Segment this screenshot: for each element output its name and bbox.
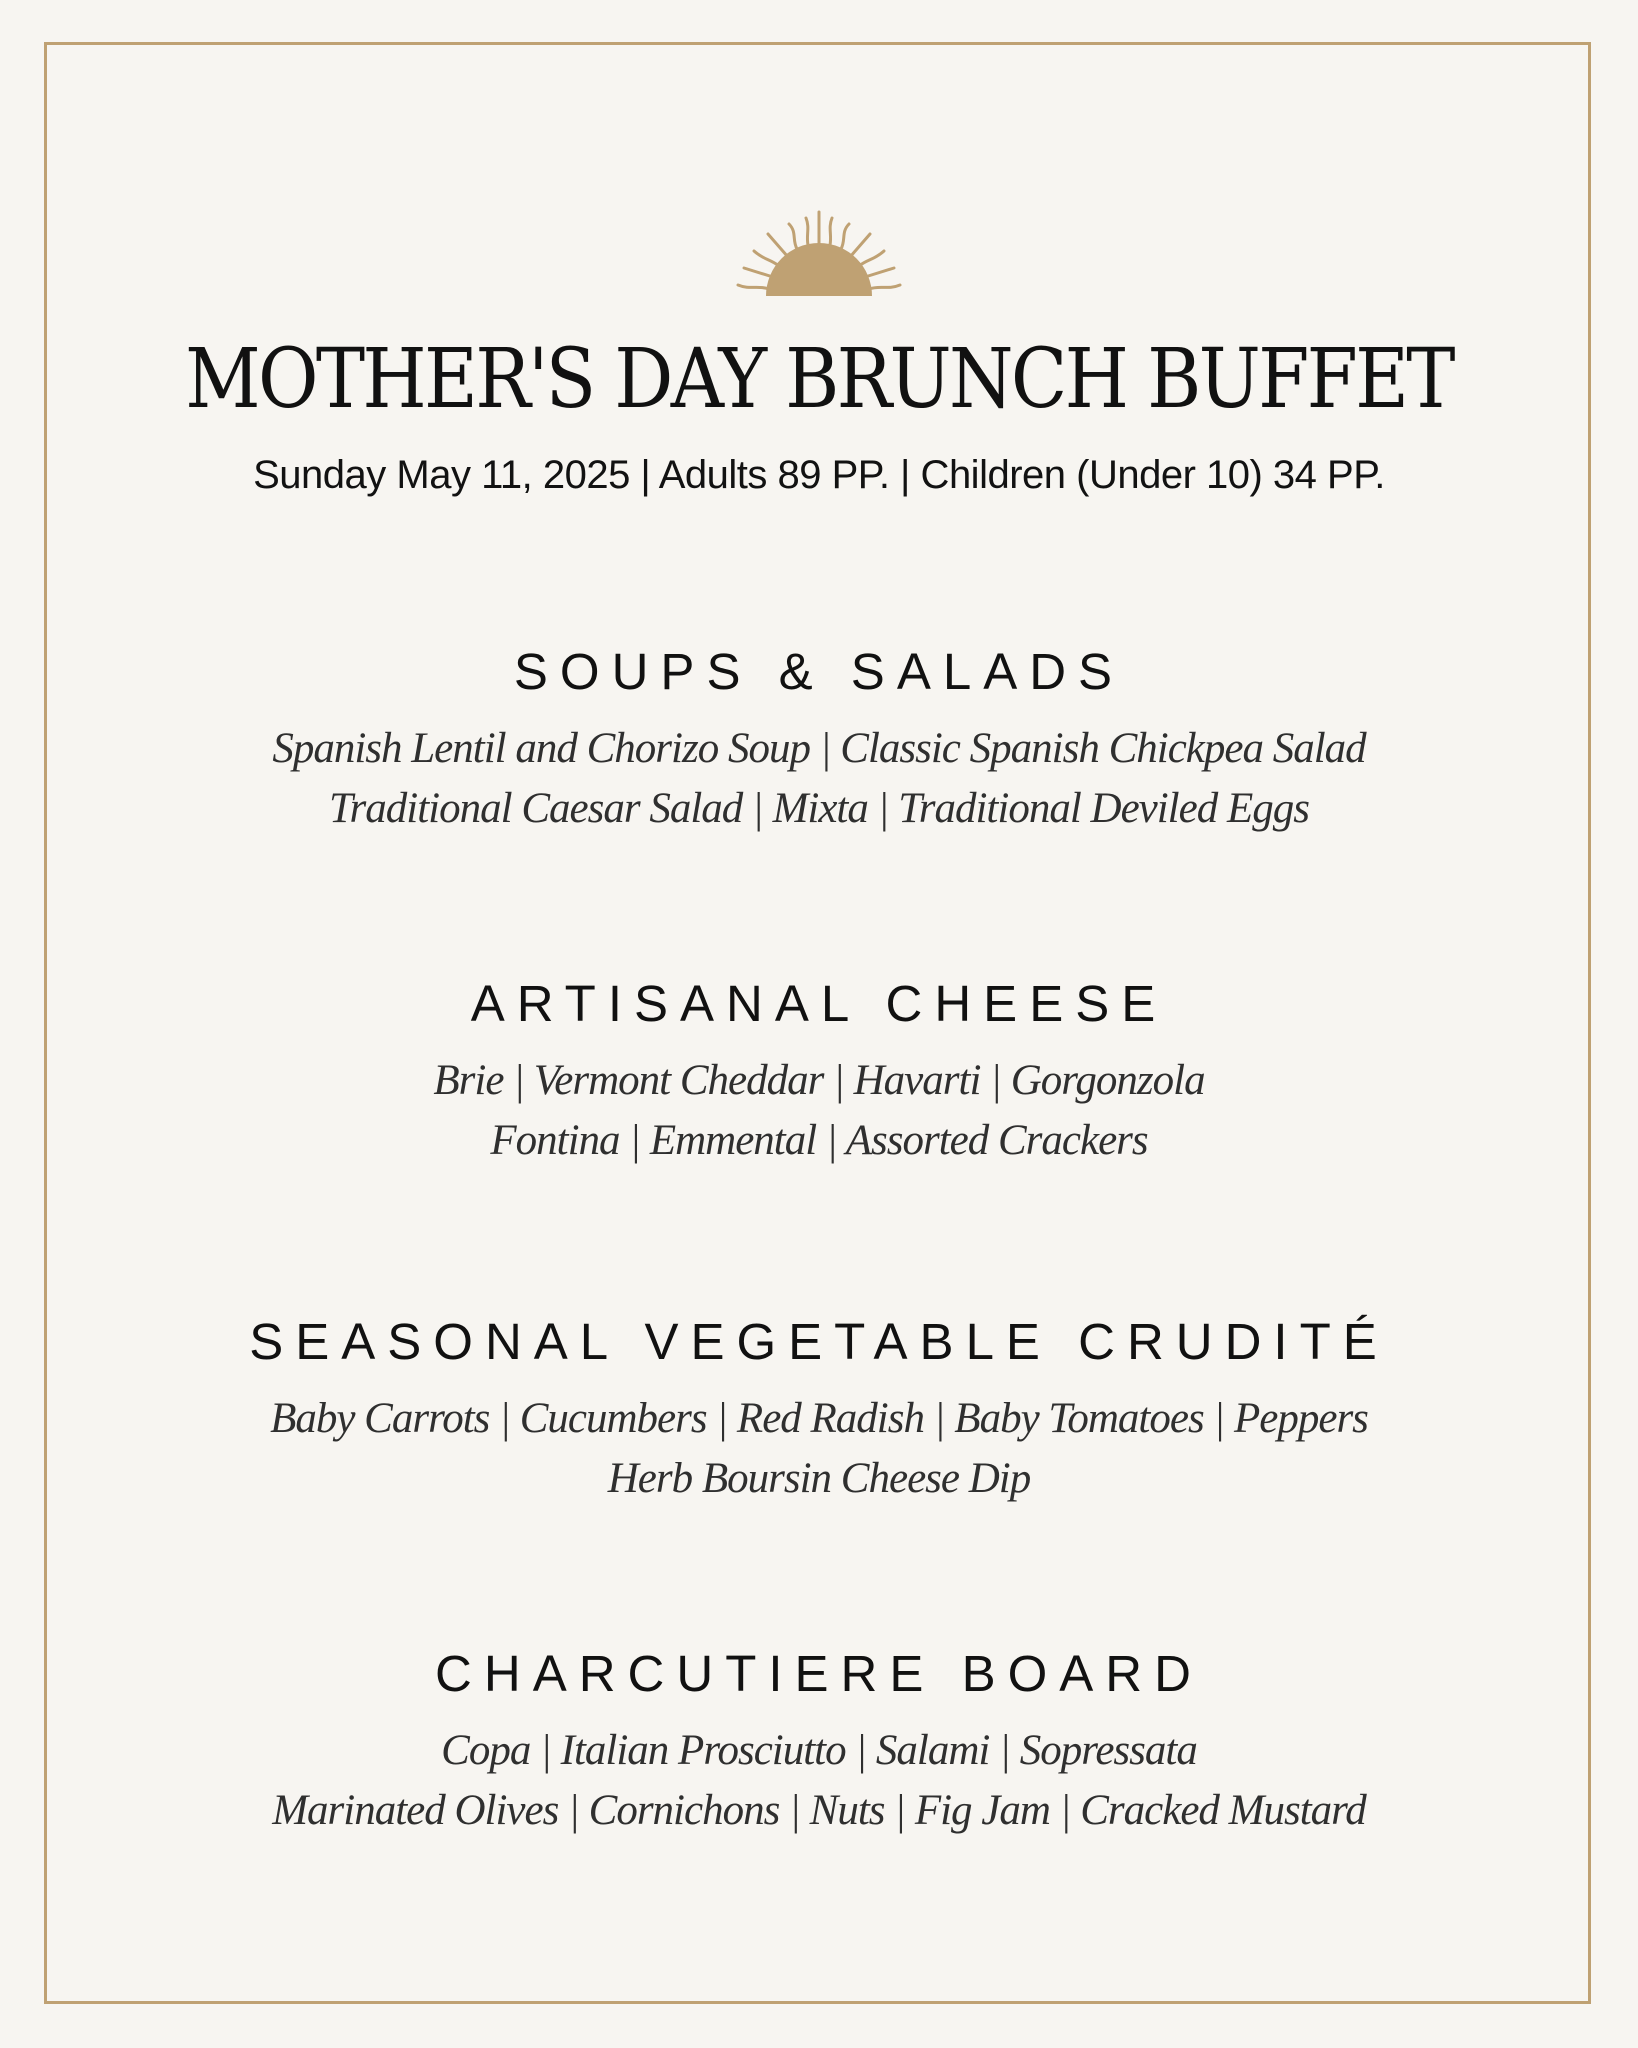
sun-icon	[734, 210, 904, 302]
section-heading: CHARCUTIERE BOARD	[435, 1645, 1203, 1702]
item-line: Marinated Olives | Cornichons | Nuts | Fig Jam | Cracked Mustard	[272, 1787, 1366, 1834]
item-line: Herb Boursin Cheese Dip	[607, 1455, 1031, 1502]
section-heading: SOUPS & SALADS	[513, 643, 1125, 700]
section-soups-salads	[0, 640, 1638, 839]
event-details: Sunday May 11, 2025 | Adults 89 PP. | Children (Under 10) 34 PP.	[253, 453, 1385, 497]
item-line: Baby Carrots | Cucumbers | Red Radish | Baby Tomatoes | Peppers	[270, 1395, 1368, 1442]
item-line: Spanish Lentil and Chorizo Soup | Classic Spanish Chickpea Salad	[272, 725, 1366, 772]
item-line: Fontina | Emmental | Assorted Crackers	[490, 1117, 1148, 1164]
section-items	[0, 1721, 1638, 1841]
item-line: Brie | Vermont Cheddar | Havarti | Gorgonzola	[433, 1057, 1205, 1104]
section-items	[0, 1051, 1638, 1171]
section-heading: SEASONAL VEGETABLE CRUDITÉ	[249, 1313, 1389, 1370]
section-heading: ARTISANAL CHEESE	[470, 975, 1168, 1032]
item-line: Copa | Italian Prosciutto | Salami | Sopressata	[441, 1727, 1197, 1774]
menu-title: MOTHER'S DAY BRUNCH BUFFET	[185, 332, 1453, 427]
section-items	[0, 1389, 1638, 1509]
item-line: Traditional Caesar Salad | Mixta | Traditional Deviled Eggs	[329, 785, 1309, 832]
section-vegetable-crudite	[0, 1310, 1638, 1509]
section-charcutiere-board	[0, 1642, 1638, 1841]
section-artisanal-cheese	[0, 972, 1638, 1171]
section-items	[0, 719, 1638, 839]
